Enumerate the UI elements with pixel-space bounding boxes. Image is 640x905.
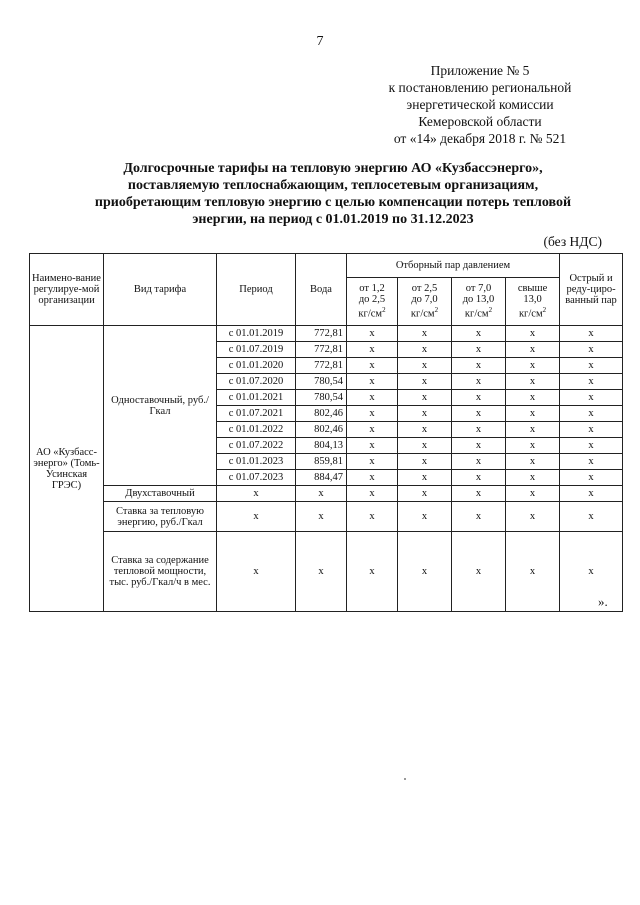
x-cell: х xyxy=(560,422,623,438)
water-value: 780,54 xyxy=(296,390,347,406)
x-cell: х xyxy=(560,532,623,612)
appendix-line: от «14» декабря 2018 г. № 521 xyxy=(393,131,567,146)
table-row xyxy=(30,486,623,502)
header-water: Вода xyxy=(296,254,347,326)
x-cell: х xyxy=(506,532,560,612)
x-cell: х xyxy=(347,374,398,390)
x-cell: х xyxy=(347,358,398,374)
period-cell: с 01.01.2019 xyxy=(217,326,296,342)
x-cell: х xyxy=(506,374,560,390)
one-rate-label: Одноставочный, руб./Гкал xyxy=(104,326,217,486)
x-cell: х xyxy=(217,502,296,532)
header-steam-group: Отборный пар давлением xyxy=(347,254,560,278)
x-cell: х xyxy=(506,454,560,470)
x-cell: х xyxy=(347,406,398,422)
x-cell: х xyxy=(398,326,452,342)
x-cell: х xyxy=(452,406,506,422)
closing-quote: ». xyxy=(598,594,608,609)
water-value: 772,81 xyxy=(296,358,347,374)
period-cell: с 01.07.2020 xyxy=(217,374,296,390)
x-cell: х xyxy=(347,342,398,358)
capacity-rate-label: Ставка за содержание тепловой мощности, тыс. руб./Гкал/ч в мес. xyxy=(104,532,217,612)
water-value: 859,81 xyxy=(296,454,347,470)
x-cell: х xyxy=(452,422,506,438)
x-cell: х xyxy=(347,470,398,486)
header-pressure-4: свыше 13,0 $кг/см^2$ xyxy=(506,278,560,326)
x-cell: х xyxy=(347,326,398,342)
x-cell: х xyxy=(398,374,452,390)
period-cell: с 01.07.2021 xyxy=(217,406,296,422)
period-cell: с 01.01.2023 xyxy=(217,454,296,470)
x-cell: х xyxy=(506,470,560,486)
table-row xyxy=(30,532,623,612)
x-cell: х xyxy=(560,326,623,342)
x-cell: х xyxy=(506,390,560,406)
x-cell: х xyxy=(506,326,560,342)
water-value: 884,47 xyxy=(296,470,347,486)
x-cell: х xyxy=(347,438,398,454)
x-cell: х xyxy=(506,406,560,422)
x-cell: х xyxy=(398,470,452,486)
period-cell: с 01.07.2019 xyxy=(217,342,296,358)
x-cell: х xyxy=(296,502,347,532)
appendix-line: Приложение № 5 xyxy=(430,63,530,78)
x-cell: х xyxy=(217,486,296,502)
period-cell: с 01.01.2022 xyxy=(217,422,296,438)
x-cell: х xyxy=(506,486,560,502)
header-pressure-2: от 2,5 до 7,0 $кг/см^2$ xyxy=(398,278,452,326)
x-cell: х xyxy=(347,502,398,532)
heat-rate-label: Ставка за тепловую энергию, руб./Гкал xyxy=(104,502,217,532)
x-cell: х xyxy=(347,532,398,612)
x-cell: х xyxy=(560,454,623,470)
x-cell: х xyxy=(296,486,347,502)
x-cell: х xyxy=(452,502,506,532)
x-cell: х xyxy=(398,342,452,358)
page-number: 7 xyxy=(316,34,324,49)
x-cell: х xyxy=(560,438,623,454)
x-cell: х xyxy=(560,406,623,422)
x-cell: х xyxy=(560,374,623,390)
x-cell: х xyxy=(452,390,506,406)
x-cell: х xyxy=(452,342,506,358)
document-title: Долгосрочные тарифы на тепловую энергию АО «Кузбассэнерго», поставляемую теплоснабжающим, теплосетевым организациям, приобретающим тепловую энергию с целью компенсации потерь тепловой энергии, на период с 01.01.2019 по 31.12.2023 xyxy=(94,161,572,227)
appendix-line: энергетической комиссии xyxy=(406,97,554,112)
appendix-block xyxy=(370,62,590,147)
x-cell: х xyxy=(452,532,506,612)
x-cell: х xyxy=(217,532,296,612)
header-pressure-3: от 7,0 до 13,0 $кг/см^2$ xyxy=(452,278,506,326)
x-cell: х xyxy=(560,502,623,532)
appendix-line: к постановлению региональной xyxy=(388,80,572,95)
x-cell: х xyxy=(347,422,398,438)
water-value: 772,81 xyxy=(296,342,347,358)
period-cell: с 01.01.2020 xyxy=(217,358,296,374)
org-name: АО «Кузбасс-энерго» (Томь-Усинская ГРЭС) xyxy=(30,326,104,612)
x-cell: х xyxy=(452,358,506,374)
x-cell: х xyxy=(347,390,398,406)
x-cell: х xyxy=(398,438,452,454)
header-tariff-type: Вид тарифа xyxy=(104,254,217,326)
period-cell: с 01.01.2021 xyxy=(217,390,296,406)
header-org: Наимено-вание регулируе-мой организации xyxy=(30,254,104,326)
x-cell: х xyxy=(398,502,452,532)
x-cell: х xyxy=(452,374,506,390)
water-value: 780,54 xyxy=(296,374,347,390)
table-row xyxy=(30,326,623,342)
appendix-line: Кемеровской области xyxy=(418,114,542,129)
x-cell: х xyxy=(506,502,560,532)
water-value: 802,46 xyxy=(296,406,347,422)
x-cell: х xyxy=(398,532,452,612)
table-row xyxy=(30,502,623,532)
period-cell: с 01.07.2022 xyxy=(217,438,296,454)
header-period: Период xyxy=(217,254,296,326)
x-cell: х xyxy=(452,326,506,342)
x-cell: х xyxy=(560,470,623,486)
vat-note: (без НДС) xyxy=(543,234,602,249)
water-value: 804,13 xyxy=(296,438,347,454)
x-cell: х xyxy=(560,486,623,502)
water-value: 802,46 xyxy=(296,422,347,438)
water-value: 772,81 xyxy=(296,326,347,342)
x-cell: х xyxy=(452,438,506,454)
x-cell: х xyxy=(560,342,623,358)
x-cell: х xyxy=(398,406,452,422)
x-cell: х xyxy=(452,454,506,470)
period-cell: с 01.07.2023 xyxy=(217,470,296,486)
x-cell: х xyxy=(560,358,623,374)
x-cell: х xyxy=(347,486,398,502)
tariff-table xyxy=(29,253,623,612)
x-cell: х xyxy=(296,532,347,612)
x-cell: х xyxy=(506,342,560,358)
x-cell: х xyxy=(452,486,506,502)
x-cell: х xyxy=(506,438,560,454)
x-cell: х xyxy=(398,358,452,374)
x-cell: х xyxy=(398,486,452,502)
x-cell: х xyxy=(560,390,623,406)
two-rate-label: Двухставочный xyxy=(104,486,217,502)
x-cell: х xyxy=(506,358,560,374)
x-cell: х xyxy=(398,390,452,406)
x-cell: х xyxy=(398,454,452,470)
x-cell: х xyxy=(506,422,560,438)
header-sharp-steam: Острый и реду-циро-ванный пар xyxy=(560,254,623,326)
x-cell: х xyxy=(398,422,452,438)
x-cell: х xyxy=(452,470,506,486)
scan-speck xyxy=(404,778,406,780)
x-cell: х xyxy=(347,454,398,470)
header-pressure-1: от 1,2 до 2,5 $кг/см^2$ xyxy=(347,278,398,326)
